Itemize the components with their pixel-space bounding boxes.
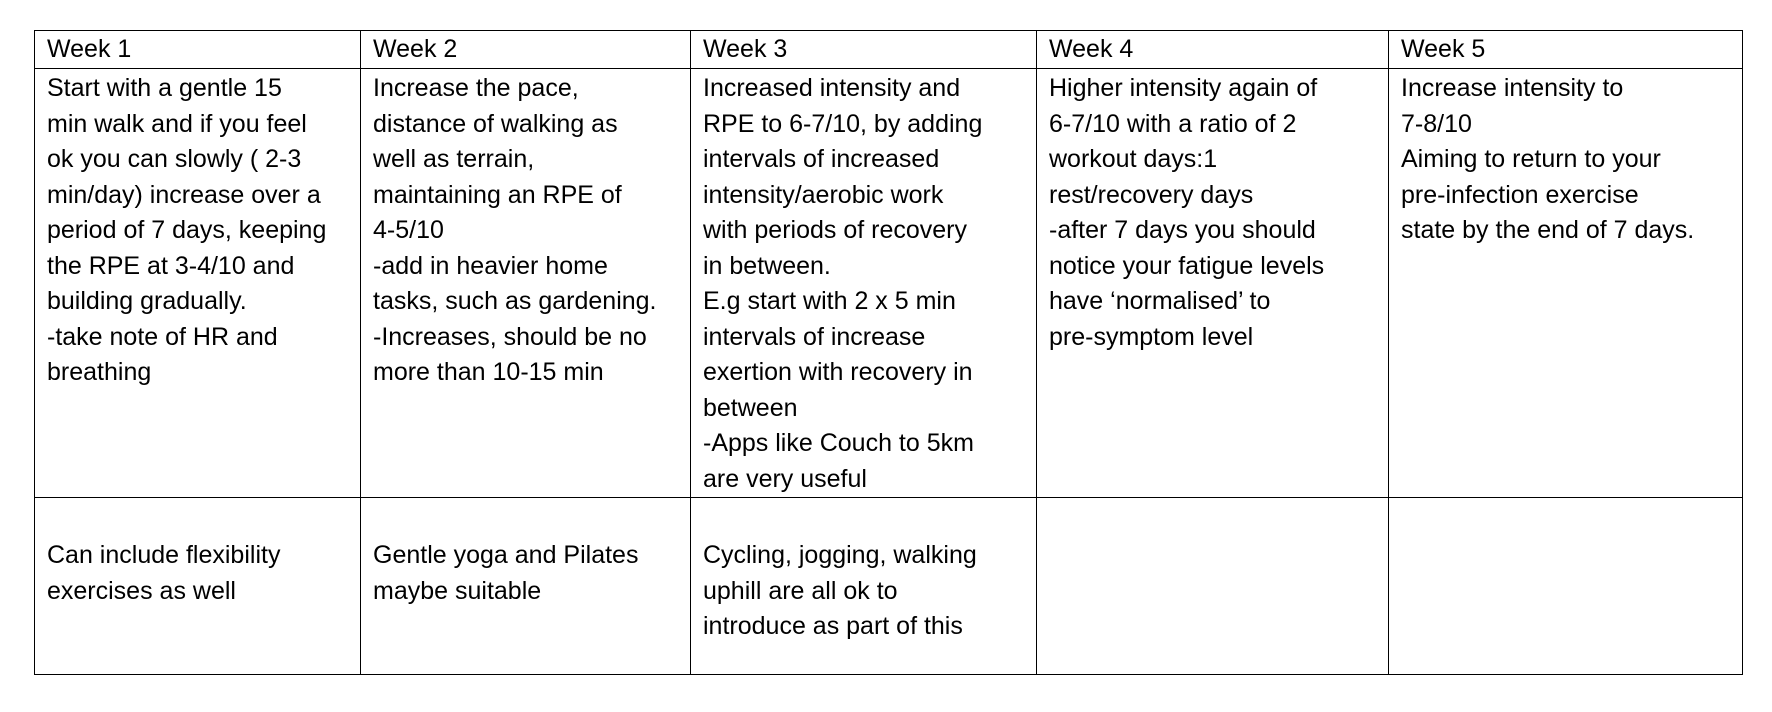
- week-2-details: [361, 69, 691, 498]
- week-4-details: [1037, 69, 1389, 498]
- week-1-details: [35, 69, 361, 498]
- text-line: min/day) increase over a: [47, 180, 321, 209]
- text-line: -Apps like Couch to 5km: [703, 429, 974, 457]
- week-3-activities: [691, 498, 1037, 675]
- text-line: the RPE at 3-4/10 and: [47, 251, 295, 280]
- text-line: exertion with recovery in: [703, 358, 973, 386]
- text-line: well as terrain,: [373, 145, 535, 173]
- activity-row: [35, 498, 1743, 675]
- detail-row: [35, 69, 1743, 498]
- text-line: Can include flexibility: [47, 541, 281, 569]
- exercise-plan-table: [34, 30, 1743, 675]
- text-line: breathing: [47, 358, 152, 386]
- text-line: -Increases, should be no: [373, 322, 647, 351]
- text-line: Increase intensity to: [1401, 74, 1624, 102]
- text-line: Higher intensity again of: [1049, 74, 1318, 102]
- text-line: -after 7 days you should: [1049, 216, 1316, 244]
- text-line: period of 7 days, keeping: [47, 216, 327, 244]
- text-line: Increase the pace,: [373, 74, 579, 102]
- header-row: [35, 31, 1743, 69]
- text-line: state by the end of 7 days.: [1401, 216, 1695, 244]
- week-4-header: Week 4: [1037, 31, 1389, 69]
- text-line: distance of walking as: [373, 109, 618, 138]
- text-line: between: [703, 393, 798, 422]
- text-line: notice your fatigue levels: [1049, 251, 1325, 280]
- text-line: intervals of increased: [703, 145, 940, 173]
- text-line: maintaining an RPE of: [373, 180, 622, 209]
- text-line: pre-infection exercise: [1401, 180, 1639, 209]
- text-line: min walk and if you feel: [47, 109, 307, 138]
- text-line: Aiming to return to your: [1401, 145, 1661, 173]
- text-line: -add in heavier home: [373, 251, 608, 280]
- text-line: RPE to 6-7/10, by adding: [703, 109, 983, 138]
- week-4-activities: [1037, 498, 1389, 675]
- week-1-header: Week 1: [35, 31, 361, 69]
- week-5-activities: [1389, 498, 1743, 675]
- text-line: in between.: [703, 251, 831, 280]
- week-3-details: [691, 69, 1037, 498]
- text-line: are very useful: [703, 464, 867, 493]
- text-line: rest/recovery days: [1049, 180, 1254, 209]
- week-1-activities: [35, 498, 361, 675]
- text-line: Increased intensity and: [703, 74, 961, 102]
- week-3-header: Week 3: [691, 31, 1037, 69]
- text-line: introduce as part of this: [703, 612, 963, 640]
- week-2-header: Week 2: [361, 31, 691, 69]
- text-line: 4-5/10: [373, 216, 444, 244]
- text-line: 6-7/10 with a ratio of 2: [1049, 109, 1297, 138]
- week-5-details: [1389, 69, 1743, 498]
- text-line: E.g start with 2 x 5 min: [703, 287, 956, 315]
- text-line: ok you can slowly ( 2-3: [47, 145, 302, 173]
- text-line: tasks, such as gardening.: [373, 287, 657, 315]
- text-line: intervals of increase: [703, 322, 926, 351]
- text-line: Cycling, jogging, walking: [703, 541, 977, 569]
- text-line: have ‘normalised’ to: [1049, 287, 1271, 315]
- text-line: with periods of recovery: [703, 216, 968, 244]
- text-line: uphill are all ok to: [703, 576, 898, 605]
- text-line: workout days:1: [1049, 145, 1218, 173]
- week-5-header: Week 5: [1389, 31, 1743, 69]
- text-line: Gentle yoga and Pilates: [373, 541, 639, 569]
- text-line: -take note of HR and: [47, 322, 278, 351]
- text-line: intensity/aerobic work: [703, 180, 944, 209]
- text-line: Start with a gentle 15: [47, 74, 282, 102]
- text-line: more than 10-15 min: [373, 358, 604, 386]
- text-line: building gradually.: [47, 287, 247, 315]
- text-line: pre-symptom level: [1049, 322, 1254, 351]
- text-line: 7-8/10: [1401, 109, 1472, 138]
- text-line: maybe suitable: [373, 576, 542, 605]
- text-line: exercises as well: [47, 576, 236, 605]
- week-2-activities: [361, 498, 691, 675]
